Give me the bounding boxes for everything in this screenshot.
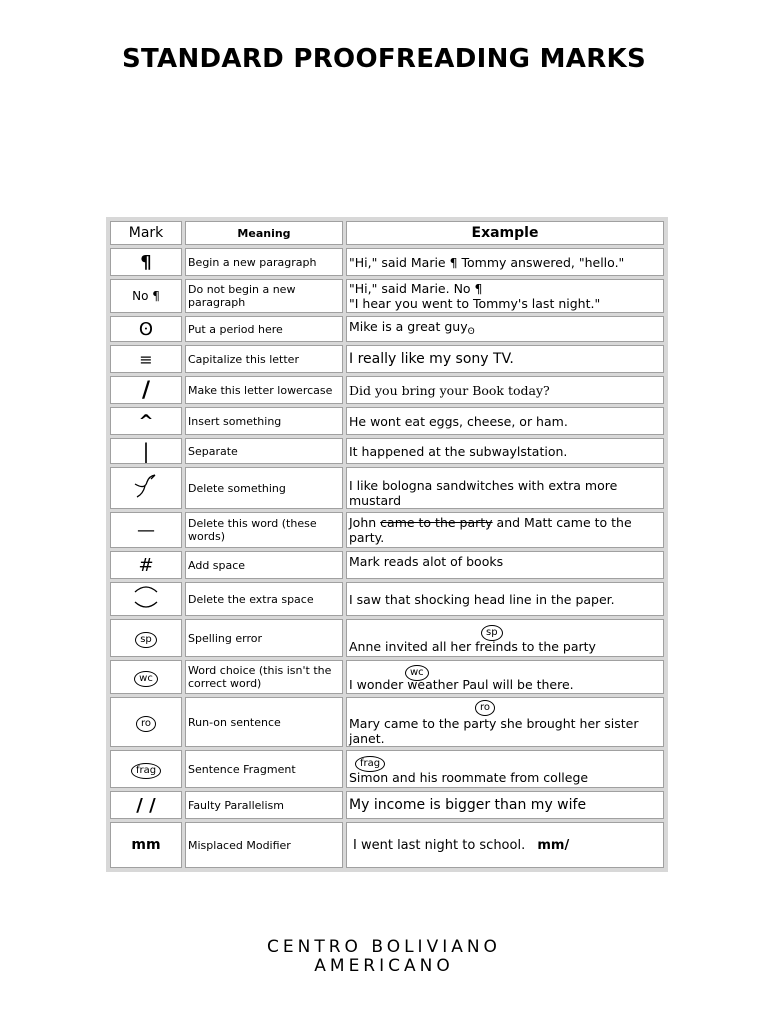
delete-mark-icon <box>110 467 182 509</box>
row-example: I saw that shocking head line in the paper. <box>346 582 664 616</box>
table-row <box>110 660 664 694</box>
row-meaning: Begin a new paragraph <box>185 248 343 276</box>
row-meaning: Misplaced Modifier <box>185 822 343 868</box>
row-example <box>346 750 664 788</box>
row-meaning: Capitalize this letter <box>185 345 343 373</box>
example-text: I wonder weather Paul will be there. <box>349 676 574 692</box>
word-choice-mark-icon <box>110 660 182 694</box>
example-text: and Matt came to the party. <box>349 515 632 545</box>
header-mark: Mark <box>110 221 182 245</box>
ro-circle: ro <box>475 700 495 716</box>
table-row <box>110 619 664 657</box>
footer-line-2: AMERICANO <box>314 956 454 976</box>
footer <box>0 938 768 976</box>
row-example <box>346 822 664 868</box>
sp-circle: sp <box>481 625 503 641</box>
row-meaning: Make this letter lowercase <box>185 376 343 404</box>
table-row <box>110 376 664 404</box>
row-meaning: Sentence Fragment <box>185 750 343 788</box>
example-text: Mike is a great guy <box>349 318 468 334</box>
lowercase-mark-icon: / <box>110 376 182 404</box>
modifier-mark-icon: mm <box>110 822 182 868</box>
hash-mark-icon: # <box>110 551 182 579</box>
close-up-icon <box>131 583 161 611</box>
caret-mark-icon: ^ <box>110 407 182 435</box>
spelling-mark-icon <box>110 619 182 657</box>
table-row <box>110 467 664 509</box>
row-example <box>346 316 664 342</box>
row-meaning: Add space <box>185 551 343 579</box>
example-text: Anne invited all her freinds to the party <box>349 638 596 654</box>
table-row <box>110 248 664 276</box>
row-example: Did you bring your Book today? <box>346 376 664 404</box>
row-example <box>346 279 664 313</box>
paragraph-mark-icon: ¶ <box>110 248 182 276</box>
example-line-2: "I hear you went to Tommy's last night." <box>349 296 601 311</box>
row-meaning: Delete this word (these words) <box>185 512 343 548</box>
row-example <box>346 619 664 657</box>
strike-mark-icon: — <box>110 512 182 548</box>
example-mark-line <box>349 698 661 716</box>
footer-line-1: CENTRO BOLIVIANO <box>267 937 501 957</box>
wc-circle: wc <box>134 671 158 687</box>
row-meaning: Put a period here <box>185 316 343 342</box>
table-row <box>110 316 664 342</box>
mm-mark: mm/ <box>537 837 570 853</box>
table-row <box>110 279 664 313</box>
table-row <box>110 791 664 819</box>
table-row <box>110 822 664 868</box>
table-header-row <box>110 221 664 245</box>
struck-text: came to the party <box>380 515 493 530</box>
table-row <box>110 582 664 616</box>
table-row <box>110 551 664 579</box>
example-text: Mary came to the party she brought her sister janet. <box>349 716 639 746</box>
row-example: I like bologna sandwitches with extra more mustard <box>346 467 664 509</box>
table-row <box>110 438 664 464</box>
row-example: "Hi," said Marie ¶ Tommy answered, "hello." <box>346 248 664 276</box>
example-text: I went last night to school. <box>353 837 526 853</box>
capitalize-mark-icon: ≡ <box>110 345 182 373</box>
period-mark-icon: ʘ <box>467 326 475 337</box>
row-meaning: Faulty Parallelism <box>185 791 343 819</box>
sp-circle: sp <box>135 632 157 648</box>
row-meaning: Word choice (this isn't the correct word) <box>185 660 343 694</box>
example-mark-line <box>349 663 661 677</box>
separate-mark-icon: | <box>110 438 182 464</box>
wc-circle: wc <box>405 665 429 681</box>
row-meaning: Separate <box>185 438 343 464</box>
table-row <box>110 697 664 747</box>
row-example: It happened at the subwaylstation. <box>346 438 664 464</box>
period-mark-icon: ʘ <box>110 316 182 342</box>
table-row <box>110 407 664 435</box>
close-space-mark-icon <box>110 582 182 616</box>
row-example <box>346 697 664 747</box>
table-row <box>110 750 664 788</box>
frag-circle: frag <box>355 756 385 772</box>
row-meaning: Delete the extra space <box>185 582 343 616</box>
fragment-mark-icon <box>110 750 182 788</box>
page-title: STANDARD PROOFREADING MARKS <box>121 44 647 74</box>
example-text: John <box>349 515 381 530</box>
row-example <box>346 512 664 548</box>
table-row <box>110 512 664 548</box>
row-meaning: Spelling error <box>185 619 343 657</box>
row-meaning: Run-on sentence <box>185 697 343 747</box>
header-example: Example <box>346 221 664 245</box>
delete-squiggle-icon <box>131 472 161 500</box>
frag-circle: frag <box>131 763 161 779</box>
parallelism-mark-icon: / / <box>110 791 182 819</box>
row-example: My income is bigger than my wife <box>346 791 664 819</box>
table-row <box>110 345 664 373</box>
row-meaning: Delete something <box>185 467 343 509</box>
row-example: Mark reads alot of books <box>346 551 664 579</box>
example-text: Simon and his roommate from college <box>349 769 589 785</box>
no-paragraph-mark: No ¶ <box>110 279 182 313</box>
run-on-mark-icon <box>110 697 182 747</box>
example-mark-line <box>349 754 661 770</box>
example-line-1: "Hi," said Marie. No ¶ <box>349 281 483 296</box>
row-meaning: Insert something <box>185 407 343 435</box>
proofreading-table-wrapper <box>106 217 668 872</box>
row-meaning: Do not begin a new paragraph <box>185 279 343 313</box>
row-example <box>346 660 664 694</box>
row-example: He wont eat eggs, cheese, or ham. <box>346 407 664 435</box>
row-example: I really like my sony TV. <box>346 345 664 373</box>
ro-circle: ro <box>136 716 156 732</box>
proofreading-table <box>107 218 667 871</box>
header-meaning: Meaning <box>185 221 343 245</box>
example-mark-line <box>349 623 661 639</box>
